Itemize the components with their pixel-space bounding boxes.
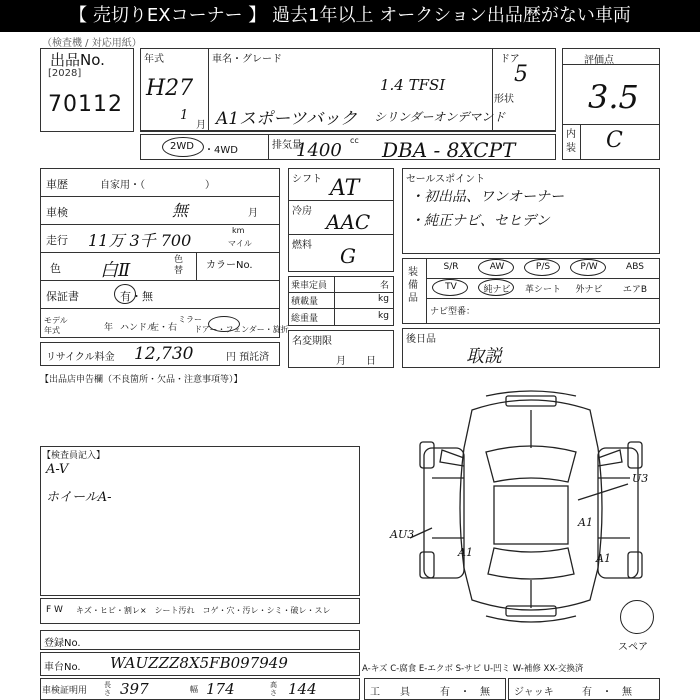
ac-label: 冷房	[292, 206, 312, 217]
inspection-label: 車検	[46, 206, 68, 219]
damage-mark-a1-side: A1	[578, 516, 593, 529]
interior-value: C	[606, 128, 623, 153]
spare-label: スペア	[618, 642, 648, 653]
lot-number: 70112	[48, 92, 123, 117]
color-value: 白Ⅱ	[100, 260, 131, 281]
equipment-item: エアB	[622, 285, 648, 295]
auction-banner: 【 売切りEXコーナー 】 過去1年以上 オークション出品歴がない車両	[0, 0, 700, 32]
ac-value: AAC	[326, 210, 371, 234]
mirror-options: ドアー・フェンダー・旋折	[194, 325, 289, 334]
cert-label: 車検証明用	[42, 686, 88, 696]
registration-label: 登録No.	[44, 638, 81, 649]
fw-label: F W	[46, 605, 63, 615]
vin-value: WAUZZZ8X5FB097949	[110, 654, 288, 672]
model-sub-value: シリンダーオンデマンド	[374, 110, 506, 124]
history-value: 自家用・（ ）	[100, 180, 215, 191]
lot-tag: [2028]	[48, 68, 82, 79]
sheet-note: （検査機 / 対応用紙）	[42, 38, 142, 49]
width-value: 174	[206, 680, 235, 698]
displacement-label: 排気量	[272, 140, 302, 151]
type-value: DBA - 8XCPT	[382, 138, 516, 162]
shift-label: シフト	[292, 174, 322, 185]
lot-label: 出品No.	[50, 51, 105, 69]
equipment-item: 外ナビ	[575, 285, 603, 295]
damage-mark-u3: U3	[632, 472, 649, 485]
jack-options: 有 ・ 無	[582, 687, 632, 698]
height-value: 144	[288, 680, 317, 698]
drive-4wd: ・4WD	[204, 145, 238, 156]
equipment-item: S/R	[443, 262, 459, 272]
equipment-item: AW	[489, 262, 505, 272]
car-damage-diagram	[402, 388, 660, 628]
handle-options: 左・右	[150, 323, 178, 333]
damage-mark-a1-rear: A1	[596, 552, 611, 565]
shape-label: 形状	[494, 94, 514, 105]
length-value: 397	[120, 680, 149, 698]
inspector-note-2: ホイールA-	[46, 490, 112, 505]
displacement-value: 1400	[296, 140, 342, 161]
mileage-unit-mile: マイル	[228, 239, 252, 248]
fuel-value: G	[340, 244, 356, 268]
deadline-unit: 月 日	[336, 356, 376, 367]
after-items-box	[402, 328, 660, 368]
fuel-label: 燃料	[292, 240, 312, 251]
equipment-item: 純ナビ	[483, 285, 511, 295]
month-label: 月	[196, 120, 206, 131]
month-value: 1	[180, 108, 189, 123]
load-unit: kg	[378, 294, 389, 304]
handle-label: ハンドル	[120, 323, 157, 333]
warranty-options: 有・無	[120, 290, 153, 303]
inspection-unit: 月	[248, 208, 258, 219]
door-value: 5	[514, 62, 528, 87]
inspector-label: 【検査員記入】	[42, 451, 106, 461]
grade-value: 1.4 TFSI	[380, 76, 446, 94]
report-label: 【出品店申告欄（不良箇所・欠品・注意事項等）】	[40, 375, 243, 385]
color-no-label: カラーNo.	[206, 260, 253, 271]
deadline-label: 名変期限	[292, 336, 332, 347]
after-items-label: 後日品	[406, 334, 436, 345]
weight-unit: kg	[378, 311, 389, 321]
model-value: A1スポーツバック	[216, 109, 358, 129]
height-label: 高さ	[270, 681, 277, 697]
sales-point-2: ・純正ナビ、セヒデン	[410, 213, 550, 229]
equipment-item: P/S	[535, 262, 551, 272]
equipment-item: P/W	[580, 262, 598, 272]
score-value: 3.5	[588, 78, 639, 116]
spare-tire-icon	[620, 600, 654, 634]
sales-point-1: ・初出品、ワンオーナー	[410, 189, 564, 205]
tools-label: 工 具	[370, 687, 410, 698]
registration-row	[40, 630, 360, 650]
displacement-unit: cc	[350, 136, 359, 145]
mileage-value: 11万 3千 700	[88, 231, 192, 250]
year-label: 年式	[144, 54, 164, 65]
capacity-unit: 名	[380, 281, 390, 291]
load-label: 積載量	[291, 297, 319, 307]
damage-mark-au3: AU3	[390, 528, 415, 541]
length-label: 長さ	[104, 681, 111, 697]
history-label: 車歴	[46, 178, 68, 191]
damage-legend: A-キズ C-腐食 E-エクボ S-サビ U-凹ミ W-補修 XX-交換済	[362, 664, 584, 674]
drive-2wd: 2WD	[170, 141, 194, 152]
equipment-item: 革シート	[524, 285, 561, 295]
tools-options: 有 ・ 無	[440, 687, 490, 698]
sales-label: セールスポイント	[406, 174, 486, 185]
recycle-suffix: 円 預託済	[226, 352, 270, 363]
model-year-label: モデル年式	[44, 316, 68, 335]
damage-mark-a1-front: A1	[458, 546, 473, 559]
color-change-label: 色替	[174, 255, 184, 276]
name-grade-label: 車名・グレード	[212, 54, 282, 65]
inspector-box	[40, 446, 360, 596]
capacity-label: 乗車定員	[291, 281, 328, 291]
mirror-label: ミラー	[178, 315, 202, 324]
after-items-value: 取説	[466, 346, 502, 367]
spec-table	[40, 168, 280, 338]
mileage-unit-km: km	[232, 226, 245, 235]
warranty-label: 保証書	[46, 290, 79, 303]
weight-label: 総重量	[291, 314, 319, 324]
door-label: ドア	[500, 54, 520, 65]
equipment-item: TV	[445, 282, 457, 292]
interior-label: 内装	[566, 129, 576, 154]
recycle-label: リサイクル料金	[46, 352, 115, 363]
width-label: 幅	[190, 685, 198, 694]
color-label: 色	[50, 262, 61, 275]
equipment-item: ABS	[626, 262, 644, 272]
mileage-label: 走行	[46, 234, 68, 247]
equipment-label: 装備品	[408, 267, 418, 304]
fw-items: キズ・ヒビ・割レ× シート汚れ コゲ・穴・汚レ・シミ・破レ・スレ	[76, 606, 331, 615]
vin-label: 車台No.	[44, 662, 81, 673]
navi-type-label: ナビ型番：	[430, 307, 476, 317]
recycle-value: 12,730	[134, 344, 194, 364]
jack-label: ジャッキ	[514, 687, 554, 698]
inspector-note-1: A-V	[46, 462, 69, 477]
model-year-unit: 年	[104, 323, 114, 333]
shift-value: AT	[330, 176, 360, 201]
score-label: 評価点	[584, 55, 614, 66]
year-value: H27	[146, 76, 194, 101]
inspection-value: 無	[172, 201, 189, 220]
